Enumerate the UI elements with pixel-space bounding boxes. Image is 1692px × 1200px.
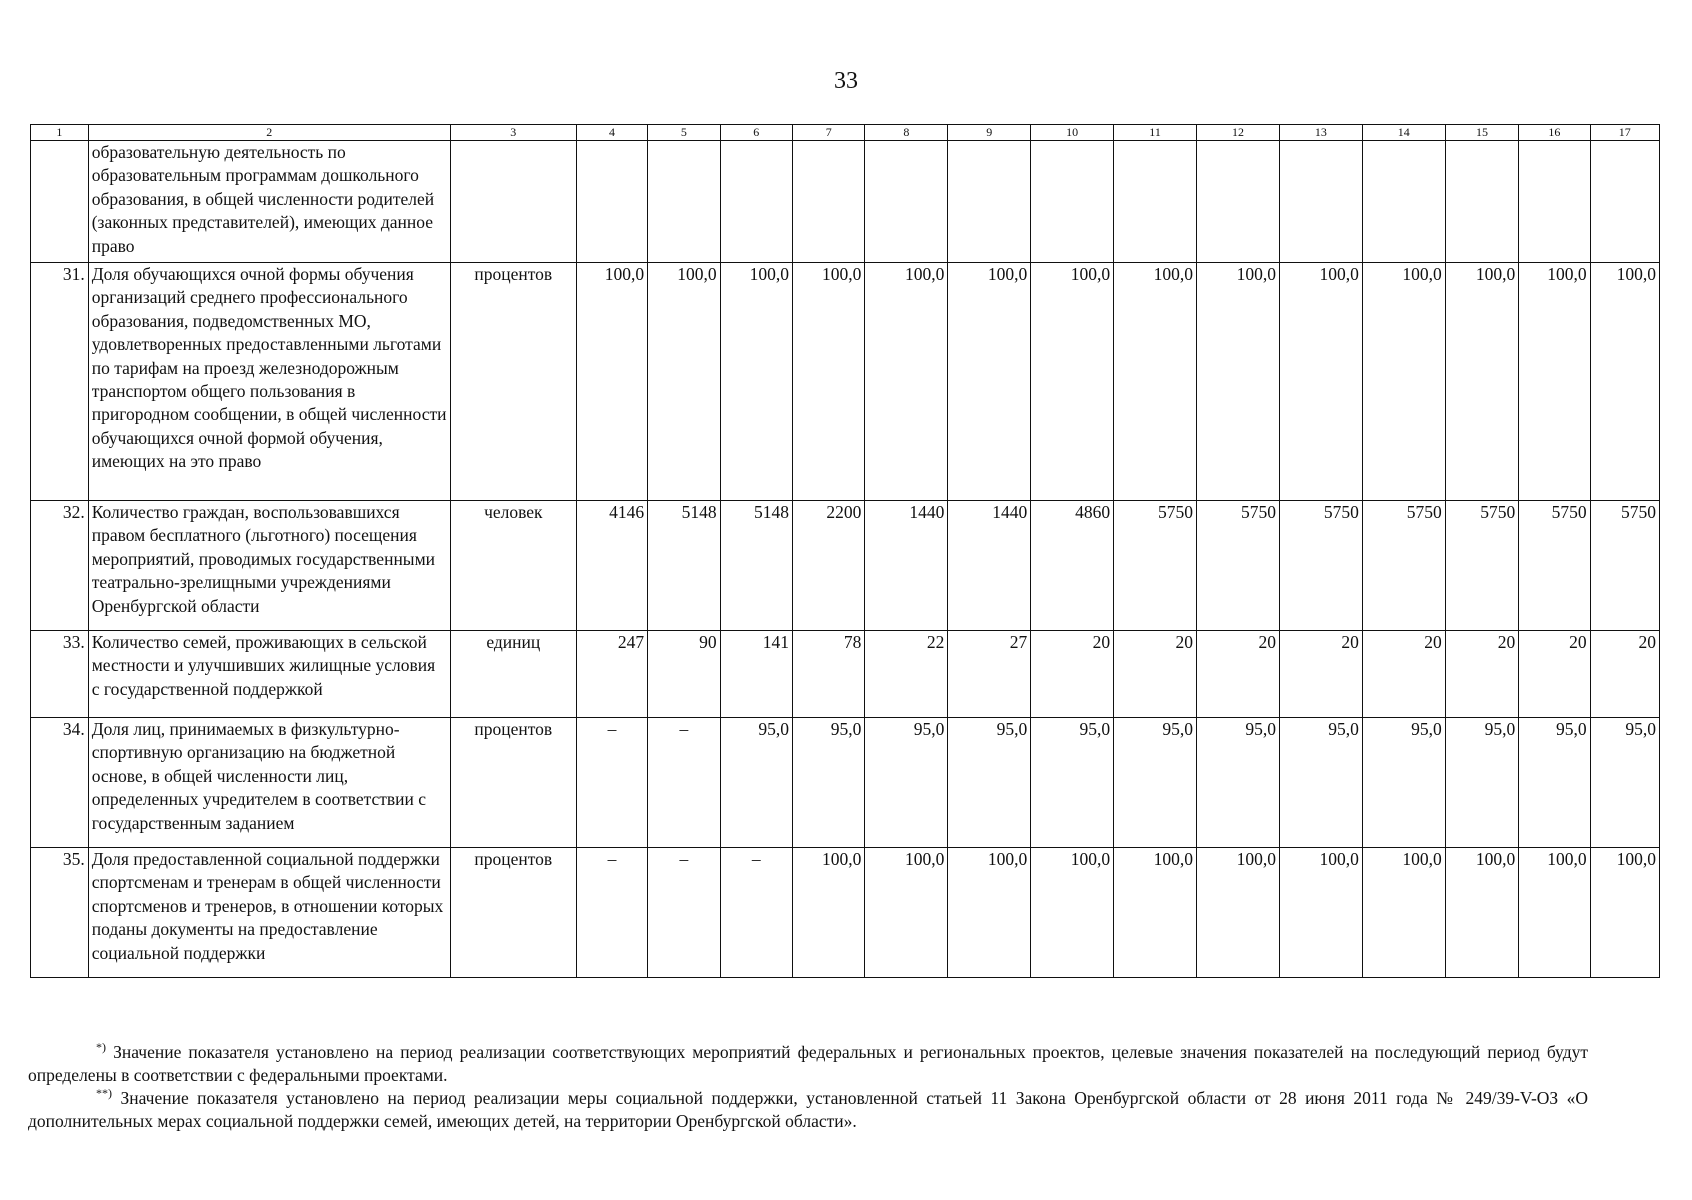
value-cell: 100,0 [1519,848,1590,978]
value-cell: 5750 [1445,501,1518,631]
value-cell: 100,0 [948,263,1031,501]
value-cell: 4146 [576,501,647,631]
value-cell: 100,0 [1114,848,1197,978]
row-number: 34. [31,718,89,848]
value-cell: 100,0 [648,263,720,501]
value-cell: 95,0 [865,718,948,848]
value-cell: 100,0 [1114,263,1197,501]
column-number: 12 [1197,125,1280,141]
value-cell: 5148 [648,501,720,631]
value-cell [1590,141,1659,263]
value-cell: 5750 [1114,501,1197,631]
value-cell: 20 [1590,631,1659,718]
value-cell: 100,0 [1031,263,1114,501]
unit-cell: процентов [450,848,576,978]
value-cell: 100,0 [865,848,948,978]
value-cell: 100,0 [1197,848,1280,978]
page-number: 33 [834,68,858,94]
footnote-2 [28,1087,1588,1133]
row-number: 35. [31,848,89,978]
value-cell: – [576,848,647,978]
row-number: 32. [31,501,89,631]
value-cell: 100,0 [1519,263,1590,501]
table-row [31,718,1660,848]
value-cell: 100,0 [1445,263,1518,501]
value-cell: 141 [720,631,792,718]
footnote-1 [28,1041,1588,1087]
column-number: 8 [865,125,948,141]
value-cell: 4860 [1031,501,1114,631]
value-cell [720,141,792,263]
value-cell: 78 [792,631,864,718]
value-cell: 20 [1197,631,1280,718]
value-cell: 95,0 [1590,718,1659,848]
value-cell: 5750 [1519,501,1590,631]
value-cell: 100,0 [1590,848,1659,978]
value-cell: 95,0 [1114,718,1197,848]
value-cell [1362,141,1445,263]
indicator-name: Доля обучающихся очной формы обучения организаций среднего профессионального образования, подведомственных МО, удовлетворенных предоставленными льготами по тарифам на проезд железнодорожным транспортом общего пользования в пригородном сообщении, в общей численности обучающихся очной формой обучения, имеющих на это право [88,263,450,501]
table-row [31,501,1660,631]
table-row [31,848,1660,978]
value-cell: 95,0 [720,718,792,848]
column-number: 10 [1031,125,1114,141]
value-cell: 100,0 [792,848,864,978]
value-cell: 100,0 [1362,263,1445,501]
column-number: 16 [1519,125,1590,141]
column-number: 4 [576,125,647,141]
value-cell [1445,141,1518,263]
column-number: 14 [1362,125,1445,141]
indicator-name: Количество граждан, воспользовавшихся правом бесплатного (льготного) посещения мероприятий, проводимых государственными театрально-зрелищными учреждениями Оренбургской области [88,501,450,631]
value-cell: 100,0 [1279,263,1362,501]
value-cell: 20 [1279,631,1362,718]
value-cell: 100,0 [1197,263,1280,501]
footnote-text: Значение показателя установлено на период реализации соответствующих мероприятий федеральных и региональных проектов, целевые значения показателей на последующий период будут определены в соответствии с федеральными проектами. [28,1042,1589,1085]
column-number: 2 [88,125,450,141]
value-cell: 1440 [865,501,948,631]
indicator-name: Количество семей, проживающих в сельской местности и улучшивших жилищные условия с государственной поддержкой [88,631,450,718]
value-cell: 5750 [1197,501,1280,631]
value-cell [865,141,948,263]
footnote-text: Значение показателя установлено на период реализации меры социальной поддержки, установленной статьей 11 Закона Оренбургской области от 28 июня 2011 года № 249/39-V-ОЗ «О дополнительных мерах социальной поддержки семей, имеющих детей, на территории Оренбургской области». [28,1088,1589,1131]
row-number: 31. [31,263,89,501]
value-cell: 5148 [720,501,792,631]
column-number: 5 [648,125,720,141]
indicators-table [30,124,1660,978]
value-cell: 27 [948,631,1031,718]
value-cell: – [648,848,720,978]
value-cell: 100,0 [1031,848,1114,978]
value-cell: 90 [648,631,720,718]
value-cell: 95,0 [1197,718,1280,848]
value-cell: – [720,848,792,978]
unit-cell: процентов [450,718,576,848]
value-cell: 100,0 [720,263,792,501]
value-cell [792,141,864,263]
value-cell [948,141,1031,263]
footnotes [28,1041,1588,1133]
indicator-name: Доля лиц, принимаемых в физкультурно-спортивную организацию на бюджетной основе, в общей численности лиц, определенных учредителем в соответствии с государственным заданием [88,718,450,848]
indicator-name: образовательную деятельность по образовательным программам дошкольного образования, в общей численности родителей (законных представителей), имеющих данное право [88,141,450,263]
table-body [31,125,1660,978]
footnote-mark: *) [96,1040,106,1054]
column-number: 7 [792,125,864,141]
column-number: 11 [1114,125,1197,141]
column-number: 6 [720,125,792,141]
unit-cell: процентов [450,263,576,501]
value-cell: 95,0 [1362,718,1445,848]
value-cell: 100,0 [576,263,647,501]
unit-cell: человек [450,501,576,631]
indicator-name: Доля предоставленной социальной поддержки спортсменам и тренерам в общей численности спортсменов и тренеров, в отношении которых поданы документы на предоставление социальной поддержки [88,848,450,978]
value-cell: 20 [1519,631,1590,718]
footnote-mark: **) [96,1086,112,1100]
value-cell: 20 [1031,631,1114,718]
column-number: 13 [1279,125,1362,141]
value-cell: 5750 [1362,501,1445,631]
table-row [31,631,1660,718]
value-cell: 20 [1445,631,1518,718]
value-cell: 95,0 [1519,718,1590,848]
value-cell: 95,0 [1279,718,1362,848]
value-cell: 95,0 [1031,718,1114,848]
value-cell: 20 [1362,631,1445,718]
value-cell [1031,141,1114,263]
column-number: 17 [1590,125,1659,141]
column-number: 15 [1445,125,1518,141]
value-cell: 95,0 [948,718,1031,848]
value-cell: 100,0 [792,263,864,501]
value-cell: 1440 [948,501,1031,631]
value-cell: – [576,718,647,848]
value-cell: 100,0 [865,263,948,501]
value-cell: 100,0 [1445,848,1518,978]
column-number: 1 [31,125,89,141]
column-number: 3 [450,125,576,141]
value-cell [1114,141,1197,263]
table-row [31,263,1660,501]
value-cell: 100,0 [948,848,1031,978]
value-cell [1519,141,1590,263]
value-cell [1279,141,1362,263]
value-cell: 247 [576,631,647,718]
value-cell: 95,0 [792,718,864,848]
column-number: 9 [948,125,1031,141]
value-cell [1197,141,1280,263]
value-cell: 100,0 [1279,848,1362,978]
value-cell: – [648,718,720,848]
value-cell: 100,0 [1590,263,1659,501]
table-row [31,141,1660,263]
value-cell [648,141,720,263]
value-cell: 22 [865,631,948,718]
value-cell: 2200 [792,501,864,631]
value-cell: 100,0 [1362,848,1445,978]
value-cell [576,141,647,263]
value-cell: 20 [1114,631,1197,718]
row-number [31,141,89,263]
value-cell: 95,0 [1445,718,1518,848]
unit-cell: единиц [450,631,576,718]
row-number: 33. [31,631,89,718]
column-number-row [31,125,1660,141]
value-cell: 5750 [1590,501,1659,631]
value-cell: 5750 [1279,501,1362,631]
unit-cell [450,141,576,263]
